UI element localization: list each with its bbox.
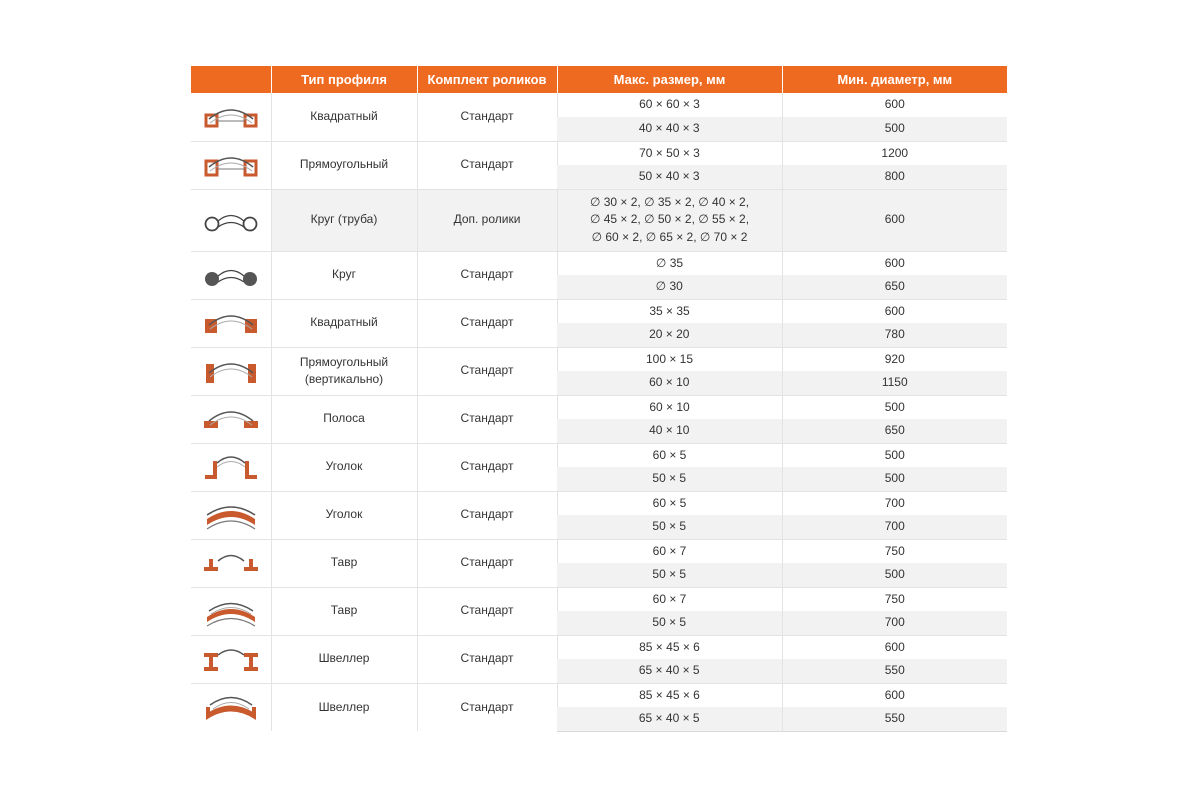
min-diameter-cell: 600 [782, 251, 1007, 275]
angle-in-profile-icon [201, 495, 261, 535]
max-size-cell: ∅ 30 [557, 275, 782, 299]
profile-type-cell: Прямоугольный [271, 141, 417, 189]
rectangular-tube-profile-icon [201, 145, 261, 185]
min-diameter-cell: 600 [782, 683, 1007, 707]
min-diameter-cell: 600 [782, 93, 1007, 117]
profile-icon-cell [191, 347, 271, 395]
min-diameter-cell: 600 [782, 189, 1007, 251]
square-tube-profile-icon [201, 97, 261, 137]
profile-type-cell: Уголок [271, 491, 417, 539]
header-max-size: Макс. размер, мм [557, 66, 782, 93]
profile-type-cell: Швеллер [271, 635, 417, 683]
max-size-cell: 60 × 5 [557, 491, 782, 515]
max-size-cell: 50 × 5 [557, 611, 782, 635]
min-diameter-cell: 1150 [782, 371, 1007, 395]
profile-icon-cell [191, 395, 271, 443]
profile-type-cell: Полоса [271, 395, 417, 443]
profile-type-cell: Прямоугольный (вертикально) [271, 347, 417, 395]
table-body [191, 93, 1007, 731]
min-diameter-cell: 500 [782, 117, 1007, 141]
table-header [191, 66, 1007, 93]
square-bar-profile-icon [201, 303, 261, 343]
profile-icon-cell [191, 443, 271, 491]
table-row [191, 347, 1007, 371]
table-row [191, 189, 1007, 251]
min-diameter-cell: 650 [782, 275, 1007, 299]
max-size-cell: 60 × 10 [557, 395, 782, 419]
min-diameter-cell: 650 [782, 419, 1007, 443]
profile-icon-cell [191, 539, 271, 587]
table-row [191, 93, 1007, 117]
min-diameter-cell: 800 [782, 165, 1007, 189]
profile-icon-cell [191, 587, 271, 635]
profile-type-cell: Квадратный [271, 93, 417, 141]
table-row [191, 491, 1007, 515]
round-bar-profile-icon [201, 255, 261, 295]
max-size-cell: 85 × 45 × 6 [557, 635, 782, 659]
roller-set-cell: Стандарт [417, 347, 557, 395]
min-diameter-cell: 920 [782, 347, 1007, 371]
profile-icon-cell [191, 635, 271, 683]
roller-set-cell: Доп. ролики [417, 189, 557, 251]
max-size-cell: 85 × 45 × 6 [557, 683, 782, 707]
max-size-cell: ∅ 30 × 2, ∅ 35 × 2, ∅ 40 × 2, ∅ 45 × 2, ∅ 50 × 2, ∅ 55 × 2, ∅ 60 × 2, ∅ 65 × 2, ∅ 70 × 2 [557, 189, 782, 251]
profile-type-cell: Круг [271, 251, 417, 299]
roller-set-cell: Стандарт [417, 443, 557, 491]
max-size-cell: 65 × 40 × 5 [557, 707, 782, 731]
max-size-cell: 70 × 50 × 3 [557, 141, 782, 165]
min-diameter-cell: 700 [782, 515, 1007, 539]
roller-set-cell: Стандарт [417, 587, 557, 635]
profile-icon-cell [191, 491, 271, 539]
table-row [191, 539, 1007, 563]
min-diameter-cell: 500 [782, 467, 1007, 491]
max-size-cell: 60 × 7 [557, 539, 782, 563]
profile-type-cell: Тавр [271, 587, 417, 635]
min-diameter-cell: 750 [782, 539, 1007, 563]
table-row [191, 251, 1007, 275]
profile-icon-cell [191, 189, 271, 251]
min-diameter-cell: 1200 [782, 141, 1007, 165]
max-size-cell: 35 × 35 [557, 299, 782, 323]
profile-icon-cell [191, 141, 271, 189]
profile-type-cell: Круг (труба) [271, 189, 417, 251]
min-diameter-cell: 500 [782, 563, 1007, 587]
profile-type-cell: Квадратный [271, 299, 417, 347]
rectangular-vertical-profile-icon [201, 351, 261, 391]
max-size-cell: 40 × 40 × 3 [557, 117, 782, 141]
max-size-cell: 50 × 5 [557, 563, 782, 587]
table-row [191, 635, 1007, 659]
table-row [191, 395, 1007, 419]
header-profile-type: Тип профиля [271, 66, 417, 93]
min-diameter-cell: 700 [782, 491, 1007, 515]
roller-set-cell: Стандарт [417, 299, 557, 347]
min-diameter-cell: 550 [782, 707, 1007, 731]
max-size-cell: 60 × 7 [557, 587, 782, 611]
min-diameter-cell: 500 [782, 443, 1007, 467]
max-size-cell: 50 × 5 [557, 515, 782, 539]
tee-out-profile-icon [201, 543, 261, 583]
min-diameter-cell: 550 [782, 659, 1007, 683]
min-diameter-cell: 600 [782, 299, 1007, 323]
profile-type-cell: Тавр [271, 539, 417, 587]
roller-set-cell: Стандарт [417, 491, 557, 539]
roller-set-cell: Стандарт [417, 635, 557, 683]
round-pipe-profile-icon [201, 200, 261, 240]
table-row [191, 299, 1007, 323]
table-row [191, 443, 1007, 467]
max-size-cell: 60 × 60 × 3 [557, 93, 782, 117]
min-diameter-cell: 500 [782, 395, 1007, 419]
table-row [191, 683, 1007, 707]
profile-icon-cell [191, 683, 271, 731]
roller-set-cell: Стандарт [417, 93, 557, 141]
channel-in-profile-icon [201, 687, 261, 727]
max-size-cell: 50 × 5 [557, 467, 782, 491]
profile-type-cell: Уголок [271, 443, 417, 491]
flat-strip-profile-icon [201, 399, 261, 439]
min-diameter-cell: 750 [782, 587, 1007, 611]
max-size-cell: 20 × 20 [557, 323, 782, 347]
profile-icon-cell [191, 251, 271, 299]
header-roller-set: Комплект роликов [417, 66, 557, 93]
max-size-cell: ∅ 35 [557, 251, 782, 275]
max-size-cell: 65 × 40 × 5 [557, 659, 782, 683]
profile-icon-cell [191, 93, 271, 141]
profile-table [191, 66, 1007, 732]
channel-out-profile-icon [201, 639, 261, 679]
profile-icon-cell [191, 299, 271, 347]
roller-set-cell: Стандарт [417, 539, 557, 587]
angle-out-profile-icon [201, 447, 261, 487]
min-diameter-cell: 700 [782, 611, 1007, 635]
tee-in-profile-icon [201, 591, 261, 631]
min-diameter-cell: 600 [782, 635, 1007, 659]
min-diameter-cell: 780 [782, 323, 1007, 347]
header-min-diameter: Мин. диаметр, мм [782, 66, 1007, 93]
table-row [191, 141, 1007, 165]
roller-set-cell: Стандарт [417, 141, 557, 189]
max-size-cell: 60 × 10 [557, 371, 782, 395]
max-size-cell: 40 × 10 [557, 419, 782, 443]
roller-set-cell: Стандарт [417, 683, 557, 731]
max-size-cell: 60 × 5 [557, 443, 782, 467]
profile-type-cell: Швеллер [271, 683, 417, 731]
roller-set-cell: Стандарт [417, 395, 557, 443]
table-row [191, 587, 1007, 611]
header-icon [191, 66, 271, 93]
roller-set-cell: Стандарт [417, 251, 557, 299]
max-size-cell: 100 × 15 [557, 347, 782, 371]
max-size-cell: 50 × 40 × 3 [557, 165, 782, 189]
